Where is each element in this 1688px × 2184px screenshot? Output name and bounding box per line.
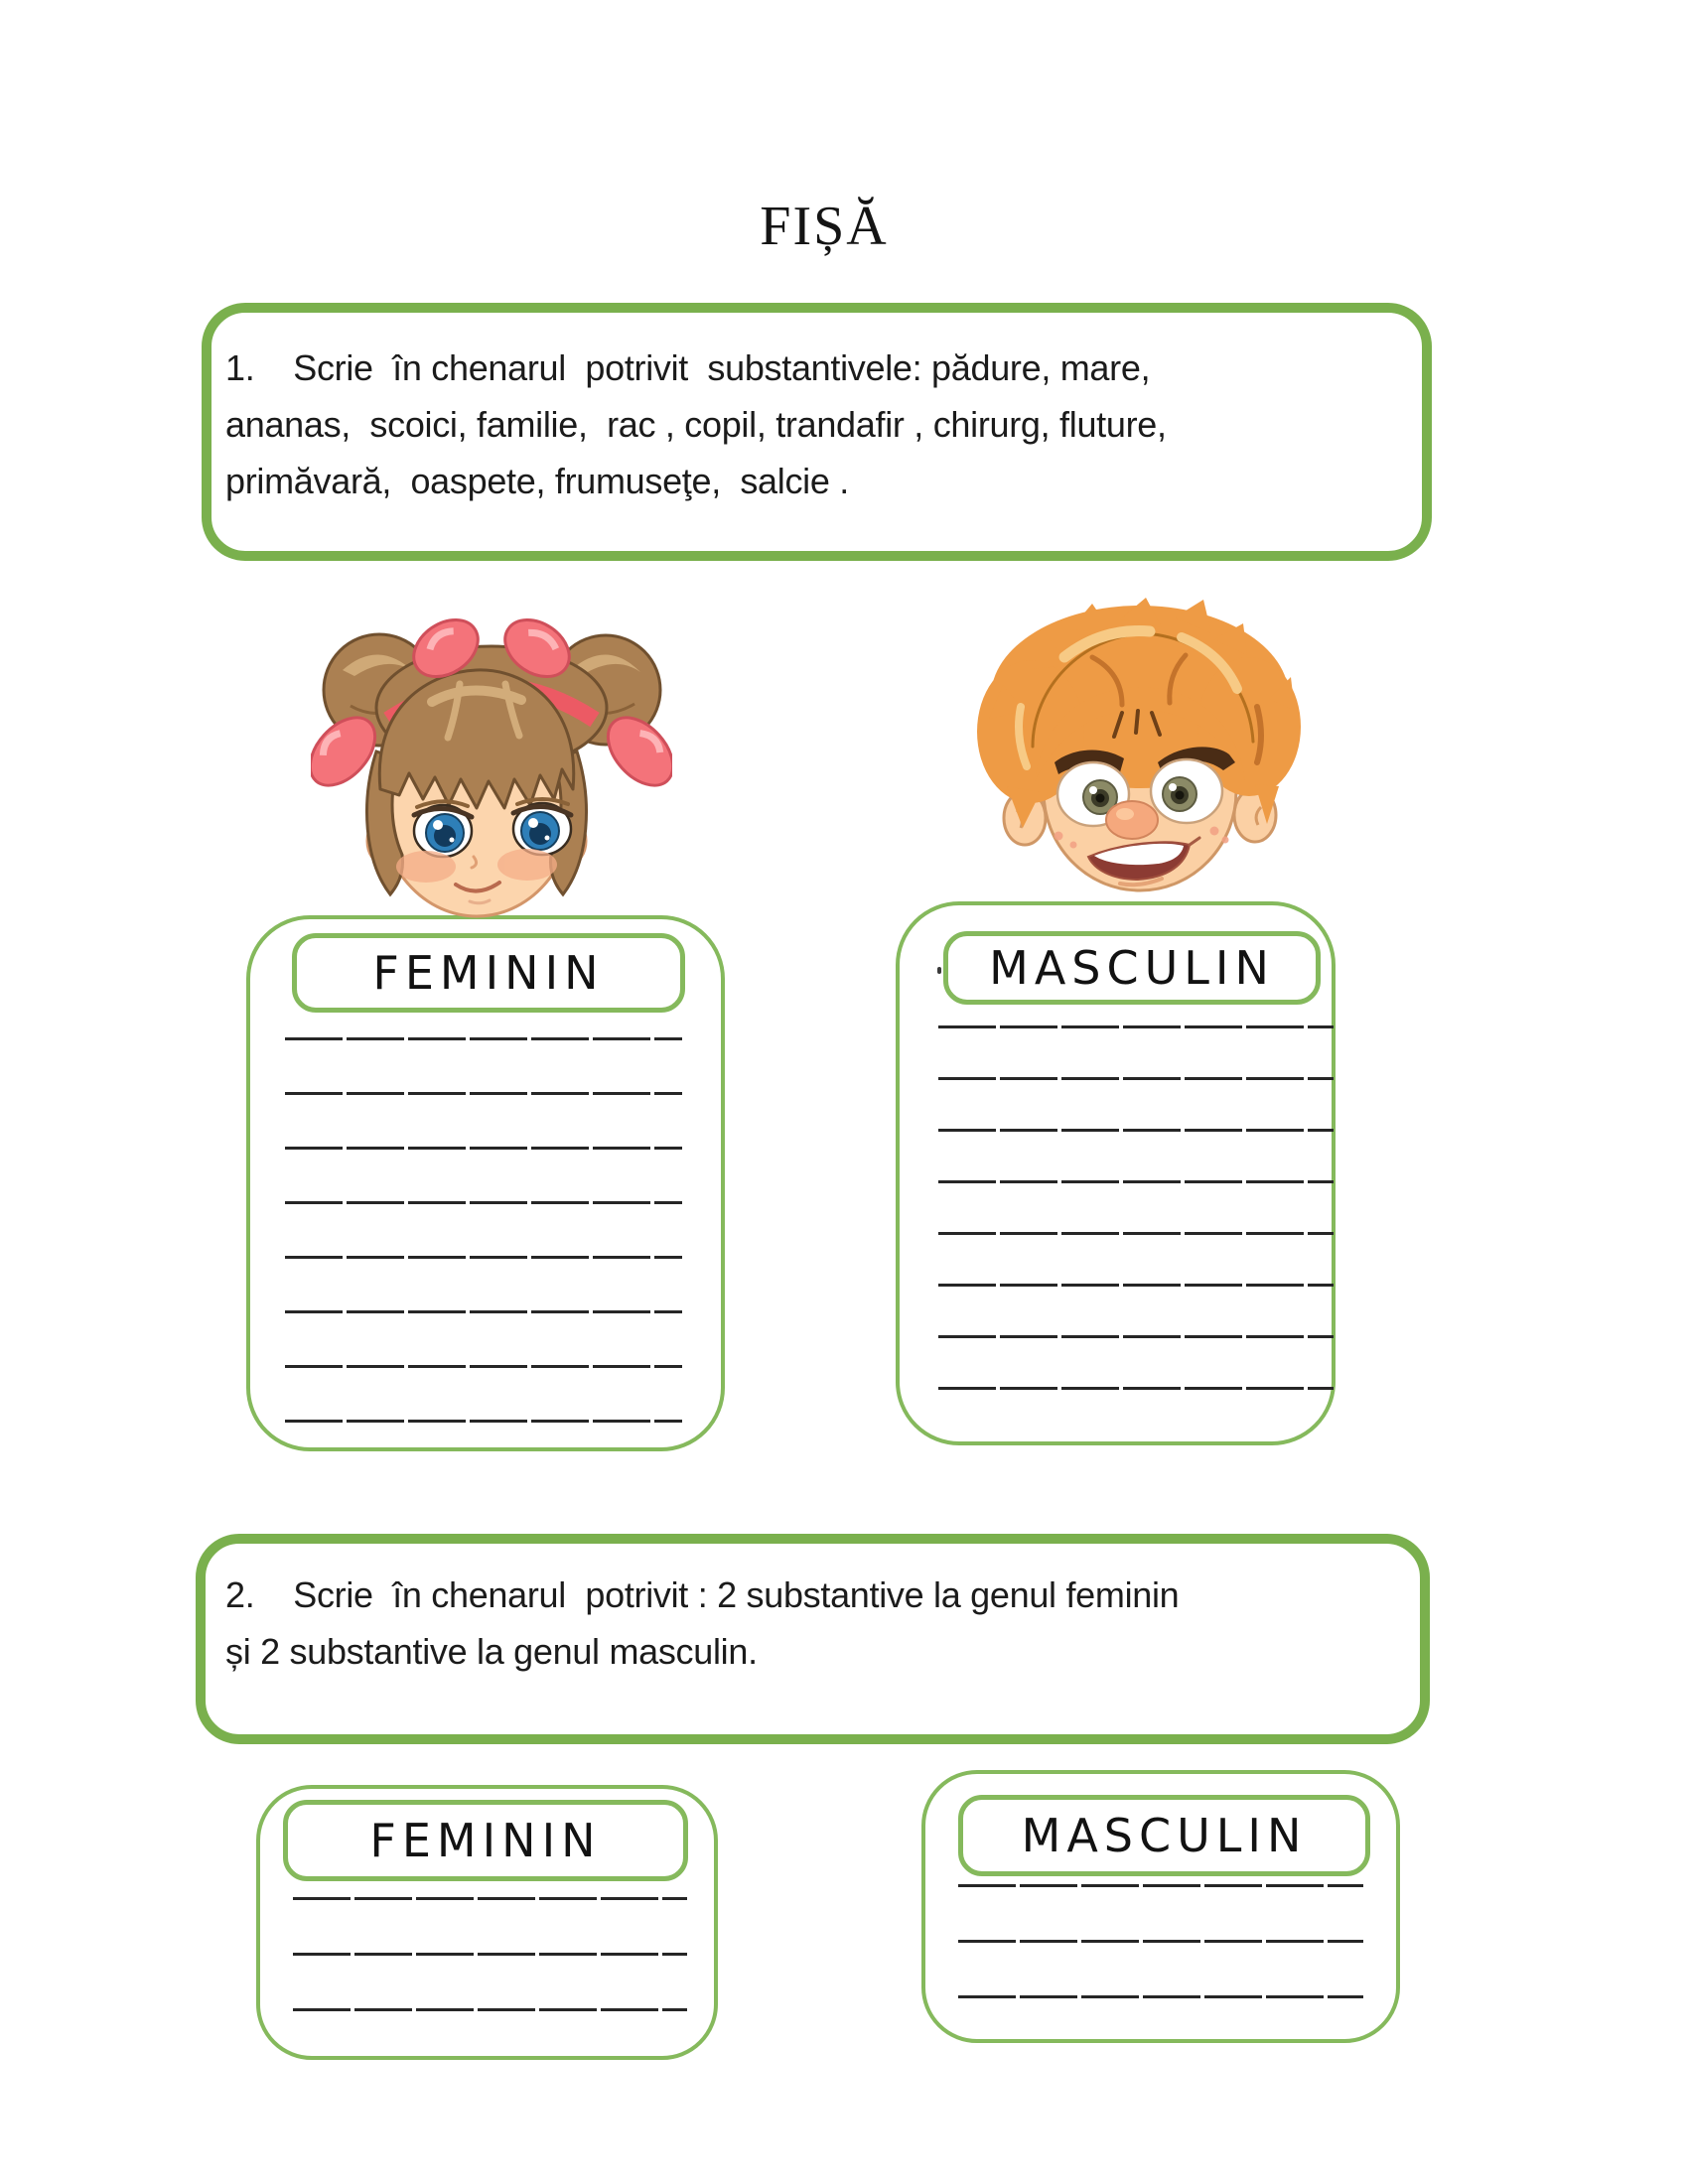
feminin-top-writing-lines bbox=[285, 1037, 682, 1423]
task2-line-1: 2. Scrie în chenarul potrivit : 2 substantive la genul feminin bbox=[225, 1574, 1180, 1615]
masculin-top-header bbox=[943, 931, 1321, 1005]
writing-line bbox=[285, 1037, 682, 1040]
writing-line bbox=[293, 1897, 687, 1900]
writing-line bbox=[938, 1129, 1334, 1132]
task1-text bbox=[225, 340, 1167, 509]
writing-line bbox=[938, 1335, 1334, 1338]
writing-line bbox=[293, 2008, 687, 2011]
feminin-bottom-header bbox=[283, 1800, 688, 1881]
task1-instruction-box bbox=[202, 303, 1432, 561]
masculin-bottom-writing-lines bbox=[958, 1884, 1363, 1998]
masculin-top-box bbox=[896, 901, 1336, 1445]
feminin-top-box bbox=[246, 915, 725, 1451]
masculin-bottom-header bbox=[958, 1795, 1370, 1876]
girl-face-illustration bbox=[311, 611, 672, 920]
writing-line bbox=[958, 1995, 1363, 1998]
writing-line bbox=[938, 1232, 1334, 1235]
writing-line bbox=[285, 1365, 682, 1368]
task1-line-1: 1. Scrie în chenarul potrivit substantivele: pădure, mare, bbox=[225, 347, 1151, 388]
feminin-bottom-box bbox=[256, 1785, 718, 2060]
boy-face-illustration bbox=[973, 598, 1306, 895]
writing-line bbox=[285, 1092, 682, 1095]
page-title: FIȘĂ bbox=[760, 196, 889, 257]
masculin-top-writing-lines bbox=[938, 1025, 1334, 1390]
writing-line bbox=[938, 1387, 1334, 1390]
writing-line bbox=[285, 1256, 682, 1259]
task2-text bbox=[225, 1567, 1179, 1680]
writing-line bbox=[285, 1310, 682, 1313]
feminin-bottom-writing-lines bbox=[293, 1897, 687, 2011]
task2-instruction-box bbox=[196, 1534, 1430, 1744]
masculin-bottom-box bbox=[921, 1770, 1400, 2043]
feminin-bottom-label: FEMININ bbox=[369, 1814, 602, 1867]
writing-line bbox=[285, 1147, 682, 1150]
masculin-top-label: MASCULIN bbox=[989, 941, 1275, 995]
writing-line bbox=[958, 1884, 1363, 1887]
writing-line bbox=[938, 1077, 1334, 1080]
writing-line bbox=[285, 1420, 682, 1423]
writing-line bbox=[293, 1953, 687, 1956]
task1-line-2: ananas, scoici, familie, rac , copil, trandafir , chirurg, fluture, bbox=[225, 404, 1167, 445]
task2-line-2: și 2 substantive la genul masculin. bbox=[225, 1631, 758, 1672]
feminin-top-header bbox=[292, 933, 685, 1013]
feminin-top-label: FEMININ bbox=[372, 946, 605, 1000]
writing-line bbox=[938, 1025, 1334, 1028]
writing-line bbox=[938, 1284, 1334, 1287]
stray-ink-mark bbox=[937, 967, 941, 974]
writing-line bbox=[938, 1180, 1334, 1183]
masculin-bottom-label: MASCULIN bbox=[1021, 1809, 1308, 1862]
boy-nose bbox=[1106, 801, 1158, 839]
task1-line-3: primăvară, oaspete, frumuseţe, salcie . bbox=[225, 461, 849, 501]
writing-line bbox=[285, 1201, 682, 1204]
writing-line bbox=[958, 1940, 1363, 1943]
